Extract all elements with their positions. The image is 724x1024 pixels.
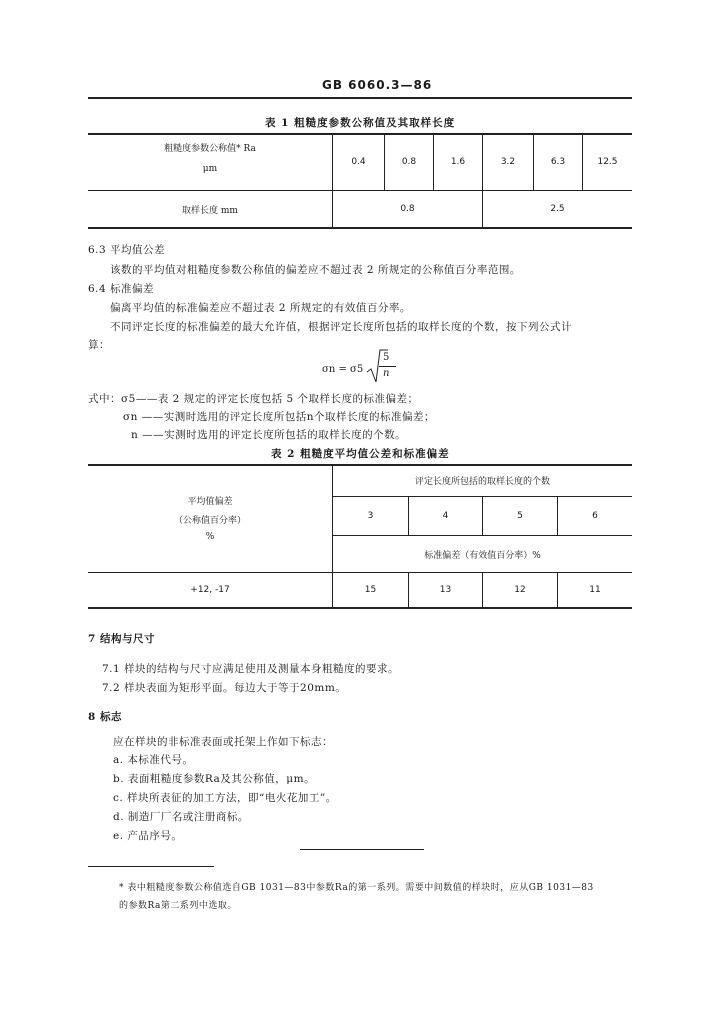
formula-lhs: σn = σ5: [322, 364, 364, 375]
formula-note: n ——实测时选用的评定长度所包括的取样长度的个数。: [131, 429, 407, 441]
marking-item: b. 表面粗糙度参数Ra及其公称值，μm。: [113, 773, 316, 785]
table2-count: 3: [367, 511, 374, 521]
table2-left-label: %: [205, 532, 215, 542]
footnote-text: 的参数Ra第二系列中选取。: [119, 901, 237, 911]
table1-caption: 表 1 粗糙度参数公称值及其取样长度: [265, 117, 456, 129]
table2-tolerance: +12, -17: [190, 585, 230, 595]
table1-length: 2.5: [550, 204, 565, 214]
section-6-4-text: 偏离平均值的标准偏差应不超过表 2 所规定的有效值百分率。: [110, 302, 411, 314]
table2-top-header: 评定长度所包括的取样长度的个数: [414, 477, 550, 487]
table2-std-value: 13: [439, 585, 452, 595]
section-7-2: 7.2 样块表面为矩形平面。每边大于等于20mm。: [102, 682, 347, 694]
marking-item: d. 制造厂厂名或注册商标。: [113, 811, 249, 823]
table2-left-label: 平均值偏差: [187, 496, 233, 507]
section-6-3-text: 该数的平均值对粗糙度参数公称值的偏差应不超过表 2 所规定的公称值百分率范围。: [110, 264, 521, 276]
marking-item: a. 本标准代号。: [113, 754, 194, 766]
section-6-4-title: 6.4 标准偏差: [88, 283, 155, 295]
end-rule: [300, 849, 424, 850]
section-8-intro: 应在样块的非标准表面或托架上作如下标志：: [113, 736, 333, 748]
table2-left-label: （公称值百分率）: [173, 515, 246, 526]
footnote-text: * 表中粗糙度参数公称值选自GB 1031—83中参数Ra的第一系列。需要中间数值的样块时，应从GB 1031—83: [119, 883, 594, 893]
marking-item: e. 产品序号。: [113, 830, 183, 842]
header-rule: [88, 97, 632, 99]
table2-std-value: 11: [589, 585, 601, 595]
formula-denominator: n: [383, 368, 390, 379]
section-6-4-text: 算：: [88, 339, 110, 351]
section-6-4-text: 不同评定长度的标准偏差的最大允许值，根据评定长度所包括的取样长度的个数，按下列公式计: [110, 321, 572, 333]
section-6-3-title: 6.3 平均值公差: [88, 244, 166, 256]
table1-value: 0.4: [351, 156, 366, 167]
table2-caption: 表 2 粗糙度平均值公差和标准偏差: [271, 448, 450, 460]
standard-number: GB 6060.3—86: [322, 78, 433, 92]
table1-value: 0.8: [401, 156, 417, 167]
table1-length: 0.8: [400, 204, 415, 214]
formula-note: 式中：σ5——表 2 规定的评定长度包括 5 个取样长度的标准偏差；: [88, 393, 419, 405]
formula-note: σn ——实测时选用的评定长度所包括n个取样长度的标准偏差；: [123, 411, 436, 423]
table1-length-label: 取样长度 mm: [182, 205, 238, 216]
table1-value: 12.5: [597, 156, 618, 167]
table1-bottom-rule: [88, 227, 632, 229]
table1-value: 6.3: [550, 156, 566, 167]
table2-bottom-rule: [88, 607, 632, 609]
table1-value: 1.6: [450, 156, 466, 167]
section-7-title: 7 结构与尺寸: [88, 633, 155, 645]
table2-sub-header: 标准偏差（有效值百分率）%: [424, 550, 541, 561]
table1-param-unit: μm: [202, 164, 218, 174]
formula-numerator: 5: [383, 352, 390, 363]
table1-value: 3.2: [500, 156, 516, 167]
section-8-title: 8 标志: [88, 711, 122, 723]
section-7-1: 7.1 样块的结构与尺寸应满足使用及测量本身粗糙度的要求。: [102, 663, 400, 675]
table2-count: 4: [442, 511, 449, 521]
table2-count: 5: [517, 511, 523, 521]
table2-std-value: 15: [364, 585, 377, 595]
fraction-bar: [379, 366, 396, 367]
table2-std-value: 12: [514, 585, 526, 595]
marking-item: c. 样块所表征的加工方法，即“电火花加工”。: [113, 792, 337, 804]
table2-count: 6: [592, 511, 598, 521]
table1-param-label: 粗糙度参数公称值* Ra: [164, 143, 256, 154]
footnote-rule: [88, 866, 214, 867]
